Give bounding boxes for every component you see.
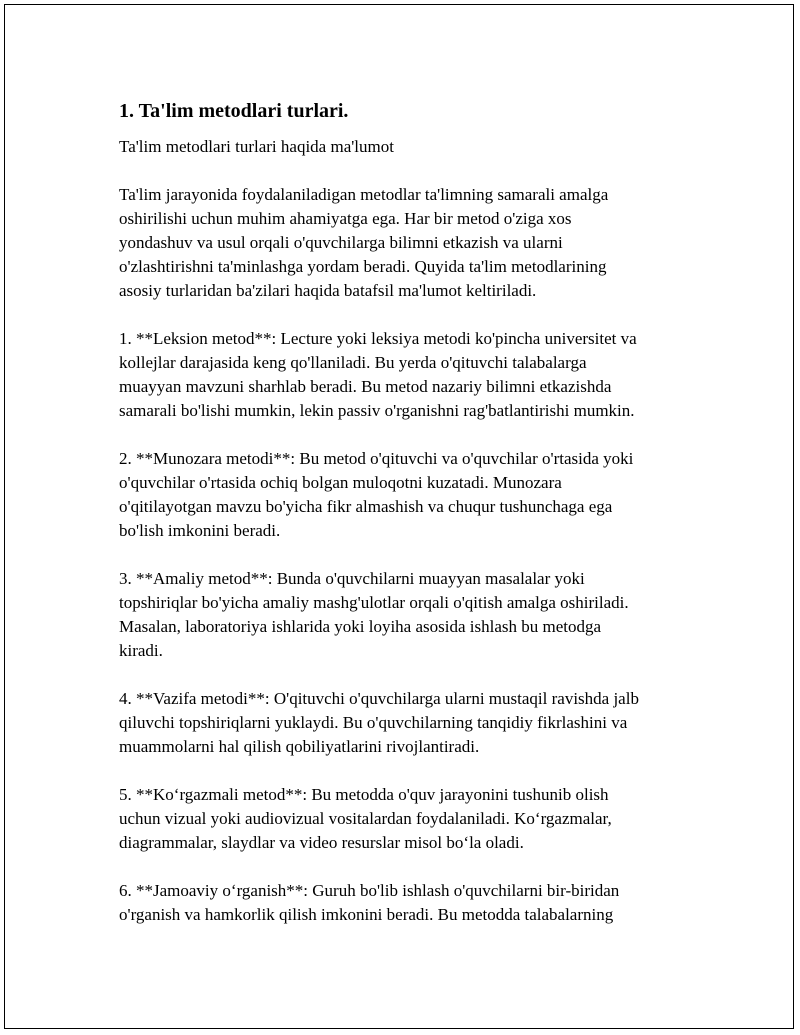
document-subtitle: Ta'lim metodlari turlari haqida ma'lumot xyxy=(119,137,394,156)
paragraph-line: 1. **Leksion metod**: Lecture yoki leksiya metodi ko'pincha universitet va xyxy=(119,329,637,348)
paragraph-line: Masalan, laboratoriya ishlarida yoki loyiha asosida ishlash bu metodga xyxy=(119,617,602,636)
method-task-paragraph xyxy=(119,687,689,759)
paragraph-line: o'rganish va hamkorlik qilish imkonini beradi. Bu metodda talabalarning xyxy=(119,905,614,924)
document-page xyxy=(4,4,794,1029)
intro-paragraph xyxy=(119,183,689,303)
document-content xyxy=(119,97,689,951)
paragraph-line: o'zlashtirishni ta'minlashga yordam beradi. Quyida ta'lim metodlarining xyxy=(119,257,607,276)
paragraph-line: 6. **Jamoaviy o‘rganish**: Guruh bo'lib ishlash o'quvchilarni bir-biridan xyxy=(119,881,620,900)
paragraph-line: 5. **Ko‘rgazmali metod**: Bu metodda o'quv jarayonini tushunib olish xyxy=(119,785,609,804)
paragraph-line: qiluvchi topshiriqlarni yuklaydi. Bu o'quvchilarning tanqidiy fikrlashini va xyxy=(119,713,628,732)
paragraph-line: oshirilishi uchun muhim ahamiyatga ega. Har bir metod o'ziga xos xyxy=(119,209,572,228)
paragraph-line: 2. **Munozara metodi**: Bu metod o'qituvchi va o'quvchilar o'rtasida yoki xyxy=(119,449,634,468)
paragraph-line: o'qitilayotgan mavzu bo'yicha fikr almashish va chuqur tushunchaga ega xyxy=(119,497,613,516)
paragraph-line: kollejlar darajasida keng qo'llaniladi. Bu yerda o'qituvchi talabalarga xyxy=(119,353,587,372)
paragraph-line: uchun vizual yoki audiovizual vositalardan foydalaniladi. Ko‘rgazmalar, xyxy=(119,809,612,828)
paragraph-line: muayyan mavzuni sharhlab beradi. Bu metod nazariy bilimni etkazishda xyxy=(119,377,612,396)
paragraph-line: yondashuv va usul orqali o'quvchilarga bilimni etkazish va ularni xyxy=(119,233,563,252)
paragraph-line: 4. **Vazifa metodi**: O'qituvchi o'quvchilarga ularni mustaqil ravishda jalb xyxy=(119,689,639,708)
paragraph-line: bo'lish imkonini beradi. xyxy=(119,521,281,540)
method-lecture-paragraph xyxy=(119,327,689,423)
method-group-paragraph xyxy=(119,879,689,927)
method-discussion-paragraph xyxy=(119,447,689,543)
document-title: 1. Ta'lim metodlari turlari. xyxy=(119,100,349,122)
method-visual-paragraph xyxy=(119,783,689,855)
method-practical-paragraph xyxy=(119,567,689,663)
paragraph-line: asosiy turlaridan ba'zilari haqida batafsil ma'lumot keltiriladi. xyxy=(119,281,537,300)
paragraph-line: topshiriqlar bo'yicha amaliy mashg'ulotlar orqali o'qitish amalga oshiriladi. xyxy=(119,593,629,612)
paragraph-line: o'quvchilar o'rtasida ochiq bolgan muloqotni kuzatadi. Munozara xyxy=(119,473,562,492)
paragraph-line: samarali bo'lishi mumkin, lekin passiv o'rganishni rag'batlantirishi mumkin. xyxy=(119,401,635,420)
paragraph-line: Ta'lim jarayonida foydalaniladigan metodlar ta'limning samarali amalga xyxy=(119,185,609,204)
paragraph-line: diagrammalar, slaydlar va video resurslar misol bo‘la oladi. xyxy=(119,833,524,852)
paragraph-line: 3. **Amaliy metod**: Bunda o'quvchilarni muayyan masalalar yoki xyxy=(119,569,585,588)
paragraph-line: muammolarni hal qilish qobiliyatlarini rivojlantiradi. xyxy=(119,737,480,756)
paragraph-line: kiradi. xyxy=(119,641,163,660)
